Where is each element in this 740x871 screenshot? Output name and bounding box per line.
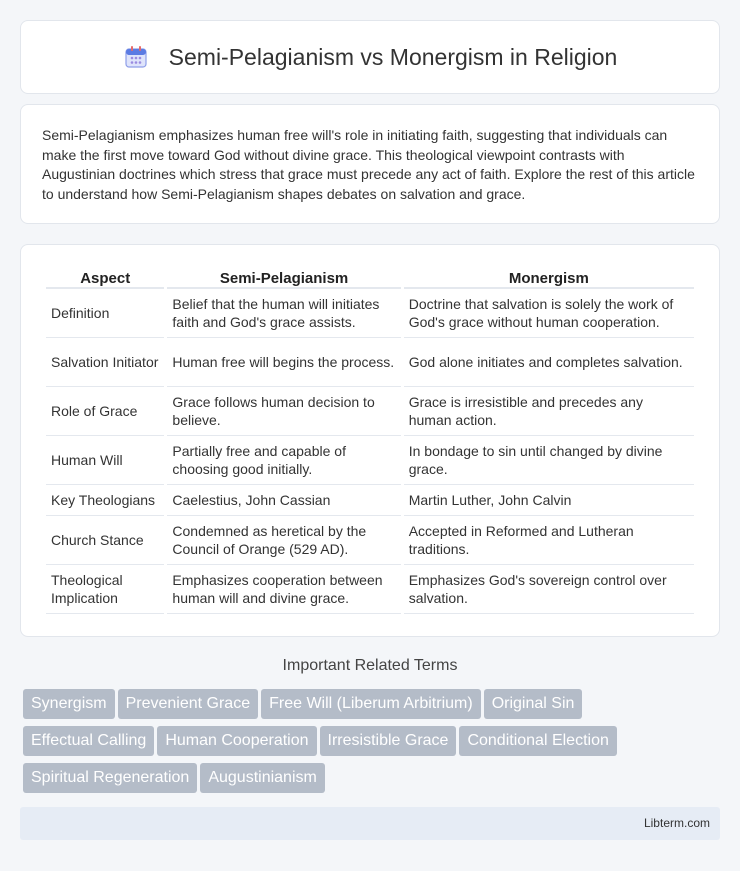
term-tag[interactable]: Irresistible Grace	[320, 726, 457, 756]
table-cell: Accepted in Reformed and Lutheran traditions.	[404, 516, 694, 565]
table-row	[46, 338, 694, 387]
term-tag[interactable]: Conditional Election	[459, 726, 616, 756]
table-row	[46, 516, 694, 565]
table-cell: Condemned as heretical by the Council of Orange (529 AD).	[167, 516, 400, 565]
term-tag[interactable]: Original Sin	[484, 689, 583, 719]
table-cell: Salvation Initiator	[46, 338, 164, 387]
column-header: Aspect	[46, 265, 164, 289]
term-tag[interactable]: Human Cooperation	[157, 726, 316, 756]
table-cell: Grace follows human decision to believe.	[167, 387, 400, 436]
table-row	[46, 289, 694, 338]
related-terms-heading: Important Related Terms	[282, 657, 458, 674]
table-row	[46, 565, 694, 614]
table-cell: Role of Grace	[46, 387, 164, 436]
footer-link[interactable]: Libterm.com	[643, 816, 710, 830]
table-cell: Caelestius, John Cassian	[167, 485, 400, 516]
intro-card	[20, 104, 720, 224]
table-cell: Definition	[46, 289, 164, 338]
term-tag[interactable]: Spiritual Regeneration	[23, 763, 197, 793]
table-row	[46, 387, 694, 436]
table-row	[46, 485, 694, 516]
term-tag[interactable]: Augustinianism	[200, 763, 325, 793]
table-cell: Emphasizes cooperation between human will and divine grace.	[167, 565, 400, 614]
intro-paragraph: Semi-Pelagianism emphasizes human free will's role in initiating faith, suggesting that individuals can make the first move toward God without divine grace. This theological viewpoint contrasts with Augustinian doctrines which stress that grace must precede any act of faith. Explore the rest of this article to understand how Semi-Pelagianism shapes debates on salvation and grace.	[42, 127, 695, 202]
table-header-row	[46, 265, 694, 289]
table-cell: Doctrine that salvation is solely the work of God's grace without human cooperation.	[404, 289, 694, 338]
table-cell: God alone initiates and completes salvation.	[404, 338, 694, 387]
footer	[20, 807, 720, 840]
page-title: Semi-Pelagianism vs Monergism in Religion	[168, 43, 618, 70]
term-tag[interactable]: Effectual Calling	[23, 726, 154, 756]
table-cell: Partially free and capable of choosing good initially.	[167, 436, 400, 485]
title-card	[20, 20, 720, 94]
table-cell: Human Will	[46, 436, 164, 485]
term-tag[interactable]: Synergism	[23, 689, 115, 719]
table-cell: Belief that the human will initiates faith and God's grace assists.	[167, 289, 400, 338]
table-row	[46, 436, 694, 485]
table-cell: Key Theologians	[46, 485, 164, 516]
term-tag[interactable]: Prevenient Grace	[118, 689, 259, 719]
table-cell: Emphasizes God's sovereign control over salvation.	[404, 565, 694, 614]
table-cell: Grace is irresistible and precedes any human action.	[404, 387, 694, 436]
term-tag[interactable]: Free Will (Liberum Arbitrium)	[261, 689, 481, 719]
comparison-card	[20, 244, 720, 637]
table-cell: Church Stance	[46, 516, 164, 565]
table-cell: In bondage to sin until changed by divine grace.	[404, 436, 694, 485]
column-header: Semi-Pelagianism	[167, 265, 400, 289]
table-cell: Theological Implication	[46, 565, 164, 614]
column-header: Monergism	[404, 265, 694, 289]
comparison-table	[43, 265, 697, 614]
table-cell: Human free will begins the process.	[167, 338, 400, 387]
title-row	[123, 44, 618, 71]
table-cell: Martin Luther, John Calvin	[404, 485, 694, 516]
related-terms-list	[23, 689, 723, 800]
calendar-icon	[123, 44, 149, 70]
